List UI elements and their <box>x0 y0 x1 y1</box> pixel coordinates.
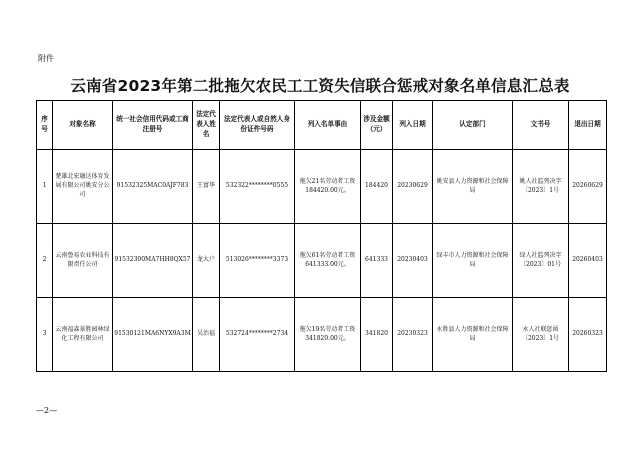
cell-reason: 拖欠61名劳动者工资641333.00元。 <box>295 224 361 298</box>
header-amount: 涉及金额（元） <box>361 101 393 150</box>
cell-seq: 2 <box>37 224 53 298</box>
header-id-number: 法定代表人或自然人身份证件号码 <box>220 101 295 150</box>
header-seq: 序号 <box>37 101 53 150</box>
cell-legal-rep: 龙大户 <box>193 224 220 298</box>
header-name: 对象名称 <box>53 101 113 150</box>
cell-doc-no: 绿人社监列决字〔2023〕01号 <box>513 224 569 298</box>
cell-name: 楚雄北宏融达体育发展有限公司姚安分公司 <box>53 150 113 224</box>
header-doc-no: 文书号 <box>513 101 569 150</box>
cell-id-number: 532322********0555 <box>220 150 295 224</box>
table-row <box>37 298 607 372</box>
cell-reason: 拖欠19名劳动者工资341820.00元。 <box>295 298 361 372</box>
cell-seq: 1 <box>37 150 53 224</box>
cell-department: 姚安县人力资源和社会保障局 <box>433 150 513 224</box>
cell-list-date: 20230403 <box>393 224 433 298</box>
table-row <box>37 150 607 224</box>
cell-list-date: 20230323 <box>393 298 433 372</box>
table-row <box>37 224 607 298</box>
cell-exit-date: 20260629 <box>569 150 607 224</box>
cell-doc-no: 姚人社监列决字〔2023〕1号 <box>513 150 569 224</box>
cell-credit-code: 91532325MAC0AJF783 <box>113 150 193 224</box>
header-reason: 列入名单事由 <box>295 101 361 150</box>
cell-reason: 拖欠21名劳动者工资184420.00元。 <box>295 150 361 224</box>
cell-seq: 3 <box>37 298 53 372</box>
cell-legal-rep: 王富华 <box>193 150 220 224</box>
cell-amount: 341820 <box>361 298 393 372</box>
attachment-label: 附件 <box>38 54 54 63</box>
cell-department: 绿丰市人力资源和社会保障局 <box>433 224 513 298</box>
header-legal-rep: 法定代表人姓名 <box>193 101 220 150</box>
header-department: 认定部门 <box>433 101 513 150</box>
cell-exit-date: 20260323 <box>569 298 607 372</box>
header-list-date: 列入日期 <box>393 101 433 150</box>
cell-amount: 641333 <box>361 224 393 298</box>
cell-exit-date: 20260403 <box>569 224 607 298</box>
cell-id-number: 513026********3373 <box>220 224 295 298</box>
cell-credit-code: 91532300MA7HH8QX57 <box>113 224 193 298</box>
cell-name: 云南鲁易农业科技有限责任公司 <box>53 224 113 298</box>
blacklist-table <box>36 100 607 372</box>
header-credit-code: 统一社会信用代码或工商注册号 <box>113 101 193 150</box>
cell-doc-no: 永人社联惩函〔2023〕1号 <box>513 298 569 372</box>
cell-name: 云南福森景胜园林绿化工程有限公司 <box>53 298 113 372</box>
table-header-row <box>37 101 607 150</box>
cell-id-number: 532724********2734 <box>220 298 295 372</box>
cell-legal-rep: 吴治福 <box>193 298 220 372</box>
cell-credit-code: 91530121MA6NYX9A3M <box>113 298 193 372</box>
header-exit-date: 退出日期 <box>569 101 607 150</box>
cell-department: 永胜县人力资源和社会保障局 <box>433 298 513 372</box>
cell-amount: 184420 <box>361 150 393 224</box>
cell-list-date: 20230629 <box>393 150 433 224</box>
document-title: 云南省2023年第二批拖欠农民工工资失信联合惩戒对象名单信息汇总表 <box>70 77 570 95</box>
page-number: —2— <box>36 406 58 415</box>
